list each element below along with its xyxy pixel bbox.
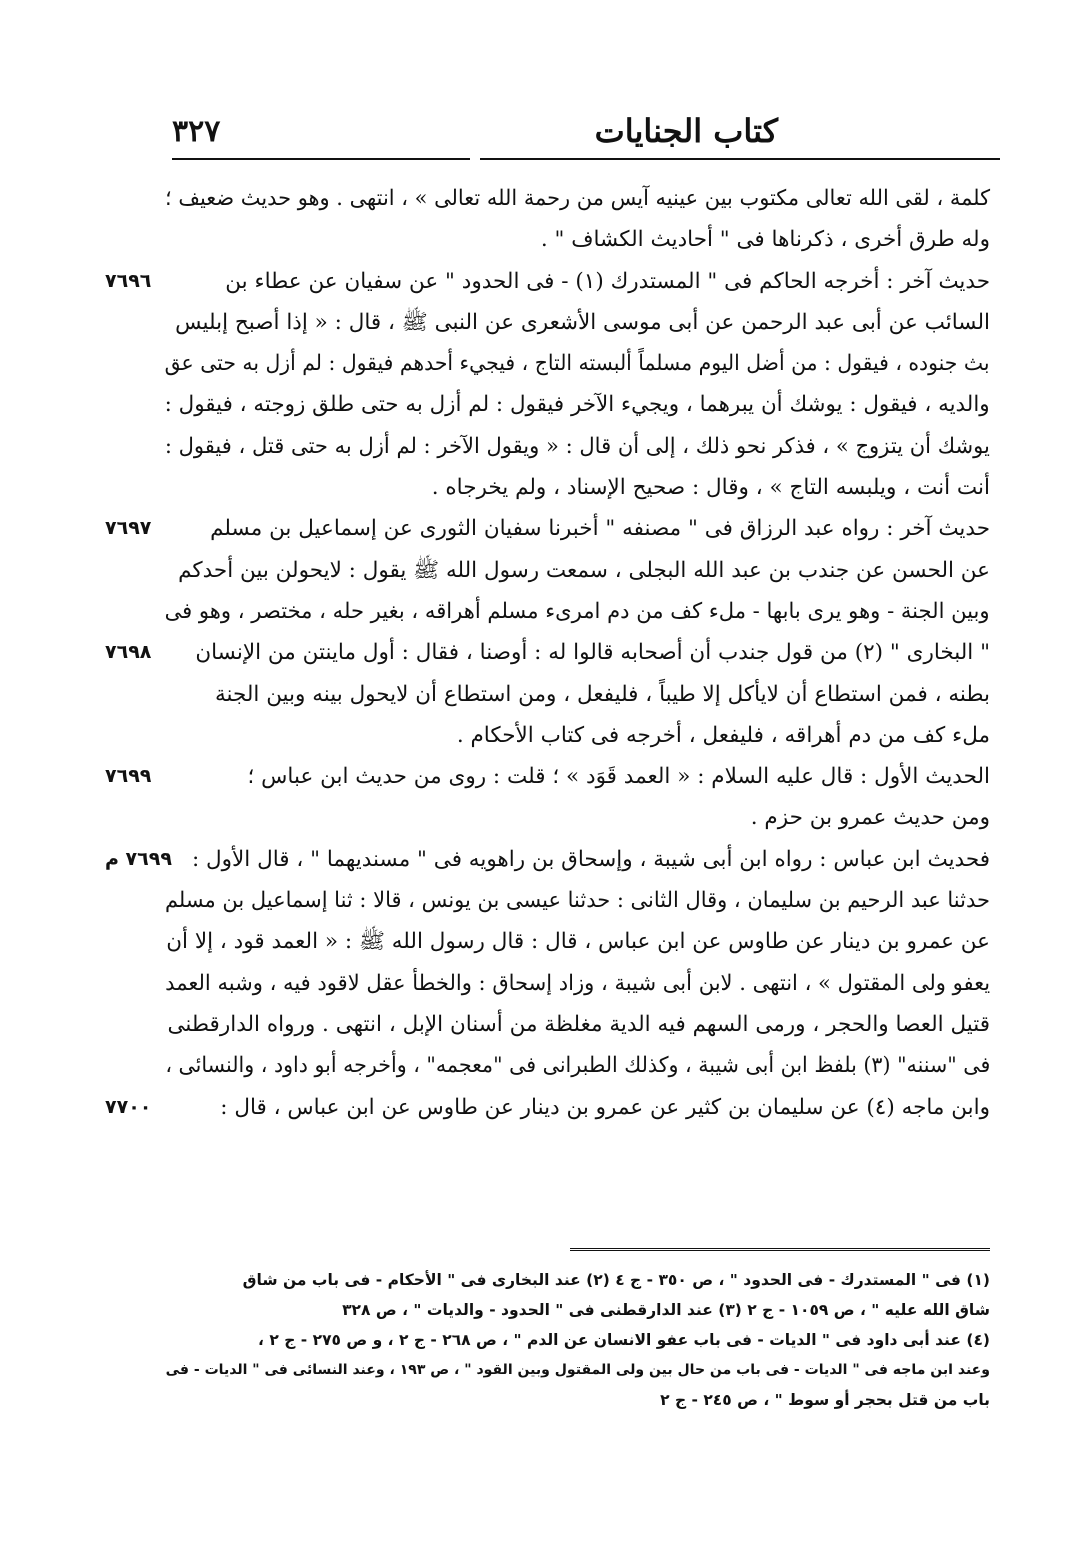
text-line xyxy=(165,880,990,921)
hadith-number: ٧٦٩٦ xyxy=(105,269,152,292)
hadith-number: ٧٦٩٩ xyxy=(105,765,152,788)
page-number: ٣٢٧ xyxy=(172,114,221,149)
hadith-number: ٧٦٩٩ م xyxy=(105,847,172,870)
line-text: ومن حديث عمرو بن حزم . xyxy=(750,805,990,831)
text-line xyxy=(165,797,990,838)
line-text: يعفو ولى المقتول » ، انتهى . لابن أبى شيبة ، وزاد إسحاق : والخطأ عقل لاقود فيه ، وشبه العمد xyxy=(165,970,990,996)
line-text: عن الحسن عن جندب بن عبد الله البجلى ، سمعت رسول الله ﷺ يقول : لايحولن بين أحدكم xyxy=(178,557,990,583)
text-line xyxy=(165,674,990,715)
line-text: السائب عن أبى عبد الرحمن عن أبى موسى الأشعرى عن النبى ﷺ ، قال : « إذا أصبح إبليس xyxy=(175,309,990,335)
line-text: كلمة ، لقى الله تعالى مكتوب بين عينيه آيس من رحمة الله تعالى » ، انتهى . وهو حديث ضعيف ؛ xyxy=(165,186,990,211)
text-line xyxy=(165,1004,990,1045)
text-line xyxy=(105,1087,990,1128)
line-text: وله طرق أخرى ، ذكرناها فى " أحاديث الكشاف " . xyxy=(540,227,990,253)
line-text: حديث آخر : أخرجه الحاكم فى " المستدرك (١) - فى الحدود " عن سفيان عن عطاء بن xyxy=(225,268,990,294)
header-rule xyxy=(172,158,1000,160)
footnotes xyxy=(165,1265,990,1415)
line-text: بث جنوده ، فيقول : من أضل اليوم مسلماً ألبسته التاج ، فيجيء أحدهم فيقول : لم أزل به حتى عق xyxy=(165,351,990,377)
footnote-line: (١) فى " المستدرك - فى الحدود " ، ص ٣٥٠ - ج ٤ (٢) عند البخارى فى " الأحكام - فى باب من شاق xyxy=(242,1271,990,1289)
line-text: بطنه ، فمن استطاع أن لايأكل إلا طيباً ، فليفعل ، ومن استطاع أن لايحول بينه وبين الجنة xyxy=(214,681,990,707)
text-line xyxy=(105,756,990,797)
text-line xyxy=(165,1045,990,1086)
hadith-number: ٧٦٩٨ xyxy=(105,641,152,664)
text-line xyxy=(165,963,990,1004)
line-text: فى "سننه" (٣) بلفظ ابن أبى شيبة ، وكذلك الطبرانى فى "معجمه" ، وأخرجه أبو داود ، والنسائى ، xyxy=(165,1053,990,1079)
line-text: فحديث ابن عباس : رواه ابن أبى شيبة ، وإسحاق بن راهويه فى " مسنديهما " ، قال الأول : xyxy=(191,846,990,872)
line-text: حدثنا عبد الرحيم بن سليمان ، وقال الثانى : حدثنا عيسى بن يونس ، قالا : ثنا إسماعيل بن مسلم xyxy=(165,888,990,914)
text-line xyxy=(165,426,990,467)
text-line xyxy=(105,508,990,549)
text-line xyxy=(165,343,990,384)
line-text: عن عمرو بن دينار عن طاوس عن ابن عباس ، قال : قال رسول الله ﷺ : « العمد قود ، إلا أن xyxy=(166,929,990,955)
line-text: والديه ، فيقول : يوشك أن يبرهما ، ويجيء الآخر فيقول : لم أزل به حتى طلق زوجته ، فيقول : xyxy=(165,392,990,418)
text-line xyxy=(105,839,990,880)
line-text: قتيل العصا والحجر ، ورمى السهم فيه الدية مغلظة من أسنان الإبل ، انتهى . ورواه الدارقطنى xyxy=(167,1011,990,1037)
running-header xyxy=(150,108,1000,154)
chapter-title: كتاب الجنايات xyxy=(594,112,778,150)
text-line xyxy=(165,302,990,343)
footnote-line: شاق الله عليه " ، ص ١٠٥٩ - ج ٢ (٣) عند الدارقطنى فى " الحدود - والديات " ، ص ٣٢٨ xyxy=(342,1301,990,1319)
footnote-line: باب من قتل بحجر أو سوط " ، ص ٢٤٥ - ج ٢ xyxy=(660,1391,990,1409)
footnote-rule xyxy=(570,1248,990,1251)
line-text: حديث آخر : رواه عبد الرزاق فى " مصنفه " أخبرنا سفيان الثورى عن إسماعيل بن مسلم xyxy=(210,516,990,542)
text-line xyxy=(165,219,990,260)
line-text: يوشك أن يتزوج » ، فذكر نحو ذلك ، إلى أن قال : « ويقول الآخر : لم أزل به حتى قتل ، فيقول : xyxy=(165,433,990,459)
text-line xyxy=(165,384,990,425)
hadith-number: ٧٦٩٧ xyxy=(105,517,152,540)
line-text: وابن ماجه (٤) عن سليمان بن كثير عن عمرو بن دينار عن طاوس عن ابن عباس ، قال : xyxy=(220,1094,990,1120)
header-rule-gap xyxy=(470,150,480,166)
hadith-number: ٧٧٠٠ xyxy=(105,1095,152,1118)
text-line xyxy=(105,261,990,302)
text-line xyxy=(165,591,990,632)
text-line xyxy=(165,178,990,219)
line-text: وبين الجنة - وهو يرى بابها - ملء كف من دم امرىء مسلم أهراقه ، بغير حله ، مختصر ، وهو فى xyxy=(165,598,990,624)
text-line xyxy=(165,550,990,591)
text-line xyxy=(165,921,990,962)
line-text: " البخارى " (٢) من قول جندب أن أصحابه قالوا له : أوصنا ، فقال : أول ماينتن من الإنسان xyxy=(195,640,990,666)
footnote-line: (٤) عند أبى داود فى " الديات - فى باب عفو الانسان عن الدم " ، ص ٢٦٨ - ج ٢ ، و ص ٢٧٥ - ج ٢ ، xyxy=(258,1331,990,1349)
text-line xyxy=(165,467,990,508)
text-line xyxy=(105,632,990,673)
line-text: ملء كف من دم أهراقه ، فليفعل ، أخرجه فى كتاب الأحكام . xyxy=(456,722,990,748)
line-text: أنت أنت ، ويلبسه التاج » ، وقال : صحيح الإسناد ، ولم يخرجاه . xyxy=(431,475,990,501)
line-text: الحديث الأول : قال عليه السلام : « العمد قَوَد » ؛ قلت : روى من حديث ابن عباس ؛ xyxy=(247,764,990,790)
footnote-line: وعند ابن ماجه فى " الديات - فى باب من حال بين ولى المقتول وبين القود " ، ص ١٩٣ ، وعند النسائى فى " الديات - فى xyxy=(165,1362,990,1378)
text-line xyxy=(165,715,990,756)
main-text xyxy=(105,178,990,1128)
